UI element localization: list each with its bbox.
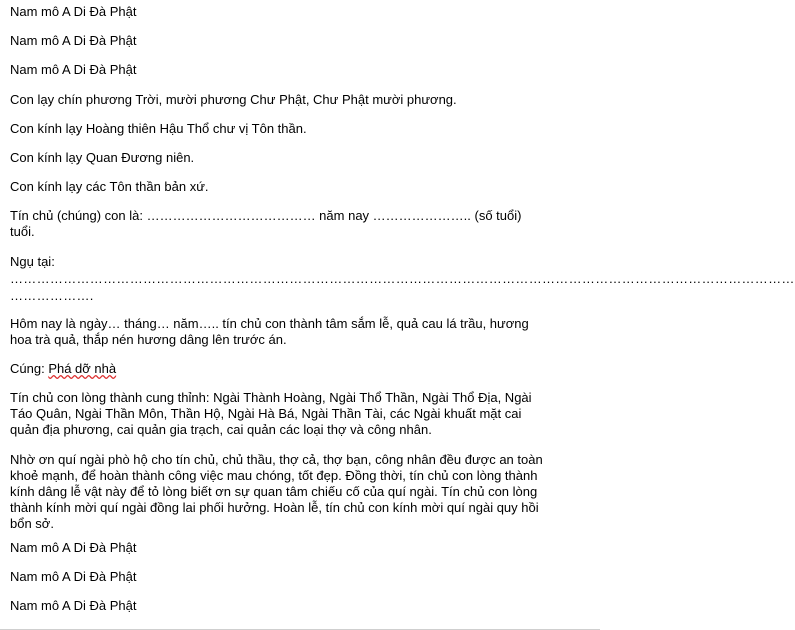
- footer-line-1: Nam mô A Di Đà Phật: [10, 540, 137, 555]
- thanks-line-2: khoẻ mạnh, để hoàn thành công việc mau chóng, tốt đẹp. Đồng thời, tín chủ con lòng thành: [10, 468, 538, 483]
- offering-label: Cúng:: [10, 361, 49, 376]
- thanks-line-4: thành kính mời quí ngài đồng lai phối hưởng. Hoàn lễ, tín chủ con kính mời quí ngài quy hồi: [10, 500, 539, 515]
- owner-line-1: Tín chủ (chúng) con là: ………………………………… năm nay ………………….. (số tuổi): [10, 208, 522, 223]
- invocation-line-3: Con kính lạy Quan Đương niên.: [10, 150, 195, 165]
- invocation-line-2: Con kính lạy Hoàng thiên Hậu Thổ chư vị Tôn thần.: [10, 121, 307, 136]
- footer-line-2: Nam mô A Di Đà Phật: [10, 569, 137, 584]
- invocation-line-4: Con kính lạy các Tôn thần bản xứ.: [10, 179, 209, 194]
- owner-line-2: tuổi.: [10, 224, 35, 239]
- thanks-line-3: kính dâng lễ vật này để tỏ lòng biết ơn sự quan tâm chiếu cố của quí ngài. Tín chủ con lòng: [10, 484, 538, 499]
- invite-line-3: quản địa phương, cai quản gia trạch, cai quản các loại thợ và công nhân.: [10, 422, 432, 437]
- header-line-3: Nam mô A Di Đà Phật: [10, 62, 137, 77]
- residence-label: Ngụ tại:: [10, 254, 55, 269]
- today-line-2: hoa trà quả, thắp nén hương dâng lên trước án.: [10, 332, 287, 347]
- offering-line: [10, 361, 590, 377]
- today-line-1: Hôm nay là ngày… tháng… năm….. tín chủ con thành tâm sắm lễ, quả cau lá trầu, hương: [10, 316, 529, 331]
- invite-line-1: Tín chủ con lòng thành cung thỉnh: Ngài Thành Hoàng, Ngài Thổ Thần, Ngài Thổ Địa, Ngài: [10, 390, 532, 405]
- invite-line-2: Táo Quân, Ngài Thần Môn, Thần Hộ, Ngài Hà Bá, Ngài Thần Tài, các Ngài khuất mặt cai: [10, 406, 522, 421]
- residence-dots-1: ……………………………………………………………………………………………………………………………………………………………: [10, 271, 795, 286]
- header-line-1: Nam mô A Di Đà Phật: [10, 4, 137, 19]
- offering-value: Phá dỡ nhà: [48, 361, 117, 376]
- invocation-line-1: Con lạy chín phương Trời, mười phương Chư Phật, Chư Phật mười phương.: [10, 92, 457, 107]
- header-line-2: Nam mô A Di Đà Phật: [10, 33, 137, 48]
- residence-dots-2: ……………….: [10, 288, 94, 303]
- thanks-line-5: bổn sở.: [10, 516, 54, 531]
- thanks-line-1: Nhờ ơn quí ngài phò hộ cho tín chủ, chủ thầu, thợ cả, thợ bạn, công nhân đều được an toàn: [10, 452, 543, 467]
- footer-line-3: Nam mô A Di Đà Phật: [10, 598, 137, 613]
